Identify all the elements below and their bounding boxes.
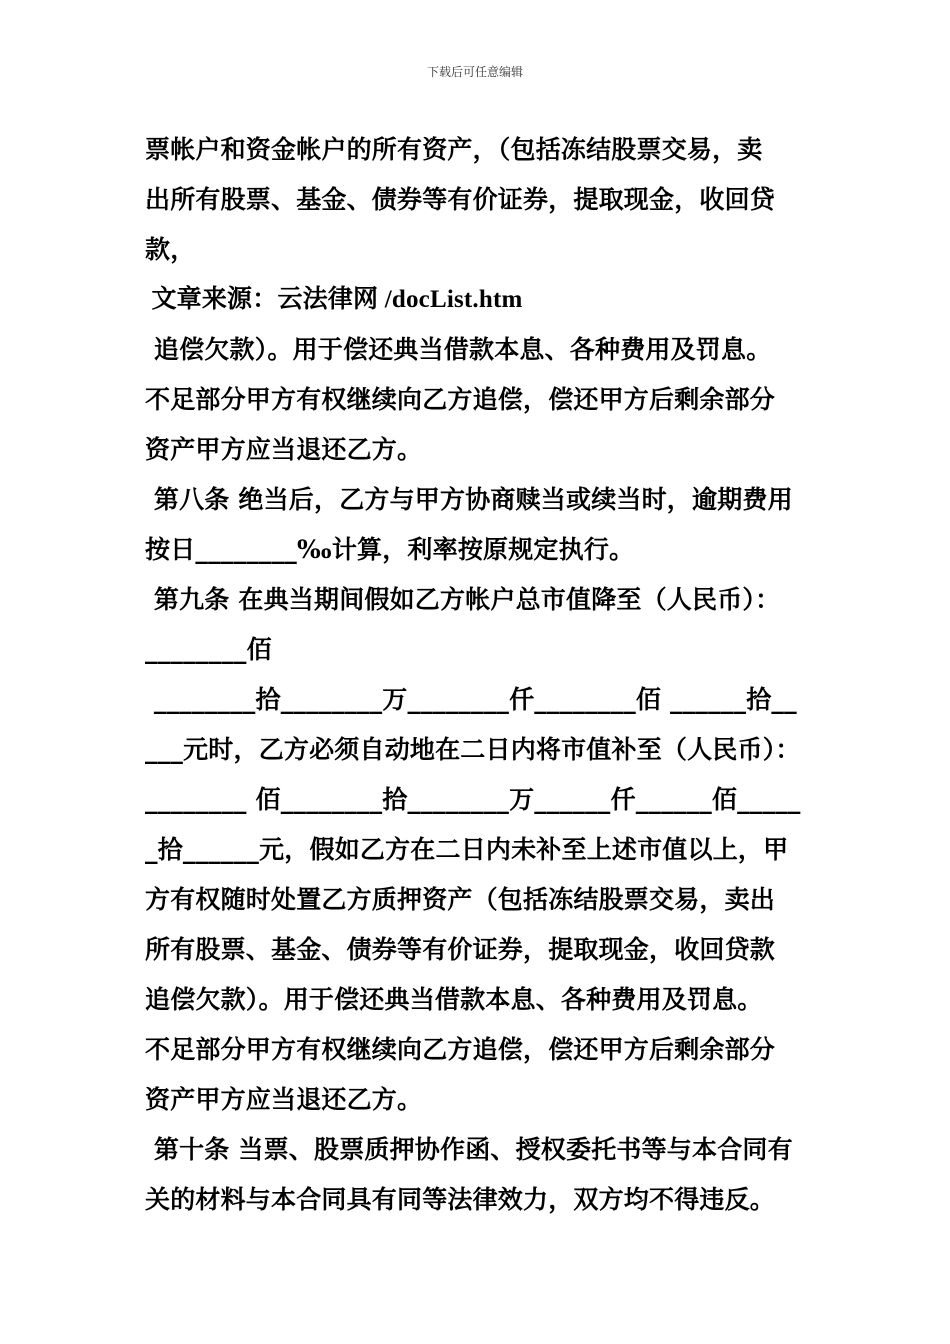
article-10-line-1: 第十条 当票、股票质押协作函、授权委托书等与本合同有 <box>145 1135 793 1164</box>
text-line-6: 不足部分甲方有权继续向乙方追偿，偿还甲方后剩余部分 <box>145 385 776 414</box>
article-9-line-7: 方有权随时处置乙方质押资产（包括冻结股票交易，卖出 <box>145 885 776 914</box>
article-10-line-2: 关的材料与本合同具有同等法律效力，双方均不得违反。 <box>145 1185 776 1214</box>
article-9-line-3: ________拾________万________仟________佰 ______拾__ <box>145 685 797 714</box>
article-9-line-9: 追偿欠款）。用于偿还典当借款本息、各种费用及罚息。 <box>145 985 763 1014</box>
text-line-2: 出所有股票、基金、债券等有价证券，提取现金，收回贷 <box>145 185 776 214</box>
document-body <box>145 125 825 1225</box>
text-line-1: 票帐户和资金帐户的所有资产，（包括冻结股票交易，卖 <box>145 135 763 164</box>
article-9-line-11: 资产甲方应当退还乙方。 <box>145 1085 423 1114</box>
source-line: 文章来源：云法律网 /docList.htm <box>145 286 523 313</box>
text-line-7: 资产甲方应当退还乙方。 <box>145 435 423 464</box>
article-8-line-2: 按日________‰计算，利率按原规定执行。 <box>145 535 635 564</box>
article-9-line-4: ___元时，乙方必须自动地在二日内将市值补至（人民币）： <box>145 735 801 764</box>
article-9-line-6: _拾______元，假如乙方在二日内未补至上述市值以上，甲 <box>145 835 789 864</box>
article-9-line-10: 不足部分甲方有权继续向乙方追偿，偿还甲方后剩余部分 <box>145 1035 776 1064</box>
page-header: 下载后可任意编辑 <box>426 65 523 79</box>
article-9-line-2: ________佰 <box>145 635 272 664</box>
text-line-5: 追偿欠款）。用于偿还典当借款本息、各种费用及罚息。 <box>145 335 772 364</box>
article-8-line-1: 第八条 绝当后，乙方与甲方协商赎当或续当时，逾期费用 <box>145 485 793 514</box>
article-9-line-1: 第九条 在典当期间假如乙方帐户总市值降至（人民币）： <box>145 585 781 614</box>
text-line-3: 款， <box>145 235 196 264</box>
article-9-line-5: ________ 佰________拾________万______仟______佰_____ <box>145 785 801 814</box>
article-9-line-8: 所有股票、基金、债券等有价证券，提取现金，收回贷款 <box>145 935 776 964</box>
